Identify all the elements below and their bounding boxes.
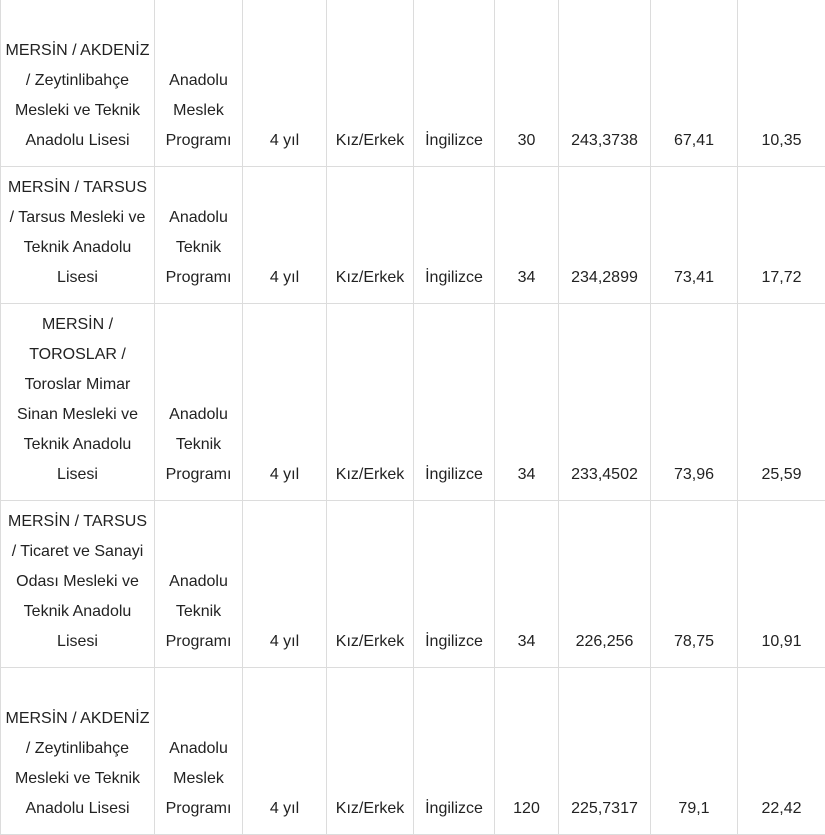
last-value-cell: 10,35	[738, 0, 825, 167]
gender-cell: Kız/Erkek	[327, 501, 414, 668]
program-cell: Anadolu Teknik Programı	[155, 167, 243, 304]
school-cell: MERSİN / TARSUS / Tarsus Mesleki ve Teknik Anadolu Lisesi	[1, 167, 155, 304]
percentile-cell: 73,96	[651, 304, 738, 501]
gender-cell: Kız/Erkek	[327, 0, 414, 167]
last-value-cell: 22,42	[738, 668, 825, 835]
last-value-cell: 25,59	[738, 304, 825, 501]
language-cell: İngilizce	[414, 501, 495, 668]
table-row	[1, 668, 825, 835]
duration-cell: 4 yıl	[243, 167, 327, 304]
last-value-cell: 17,72	[738, 167, 825, 304]
score-cell: 243,3738	[559, 0, 651, 167]
program-cell: Anadolu Teknik Programı	[155, 304, 243, 501]
quota-cell: 34	[495, 501, 559, 668]
language-cell: İngilizce	[414, 167, 495, 304]
school-cell: MERSİN / AKDENİZ / Zeytinlibahçe Mesleki ve Teknik Anadolu Lisesi	[1, 0, 155, 167]
quota-cell: 34	[495, 304, 559, 501]
quota-cell: 120	[495, 668, 559, 835]
table-row	[1, 167, 825, 304]
table-row	[1, 501, 825, 668]
percentile-cell: 78,75	[651, 501, 738, 668]
percentile-cell: 67,41	[651, 0, 738, 167]
gender-cell: Kız/Erkek	[327, 304, 414, 501]
score-cell: 234,2899	[559, 167, 651, 304]
quota-cell: 30	[495, 0, 559, 167]
language-cell: İngilizce	[414, 668, 495, 835]
school-cell: MERSİN / AKDENİZ / Zeytinlibahçe Mesleki ve Teknik Anadolu Lisesi	[1, 668, 155, 835]
duration-cell: 4 yıl	[243, 0, 327, 167]
score-cell: 225,7317	[559, 668, 651, 835]
program-cell: Anadolu Teknik Programı	[155, 501, 243, 668]
duration-cell: 4 yıl	[243, 501, 327, 668]
score-cell: 233,4502	[559, 304, 651, 501]
school-cell: MERSİN / TOROSLAR / Toroslar Mimar Sinan Mesleki ve Teknik Anadolu Lisesi	[1, 304, 155, 501]
table-row	[1, 0, 825, 167]
duration-cell: 4 yıl	[243, 304, 327, 501]
quota-cell: 34	[495, 167, 559, 304]
duration-cell: 4 yıl	[243, 668, 327, 835]
gender-cell: Kız/Erkek	[327, 668, 414, 835]
language-cell: İngilizce	[414, 304, 495, 501]
percentile-cell: 79,1	[651, 668, 738, 835]
percentile-cell: 73,41	[651, 167, 738, 304]
table-row	[1, 304, 825, 501]
gender-cell: Kız/Erkek	[327, 167, 414, 304]
language-cell: İngilizce	[414, 0, 495, 167]
score-cell: 226,256	[559, 501, 651, 668]
program-cell: Anadolu Meslek Programı	[155, 0, 243, 167]
last-value-cell: 10,91	[738, 501, 825, 668]
program-cell: Anadolu Meslek Programı	[155, 668, 243, 835]
school-cell: MERSİN / TARSUS / Ticaret ve Sanayi Odası Mesleki ve Teknik Anadolu Lisesi	[1, 501, 155, 668]
